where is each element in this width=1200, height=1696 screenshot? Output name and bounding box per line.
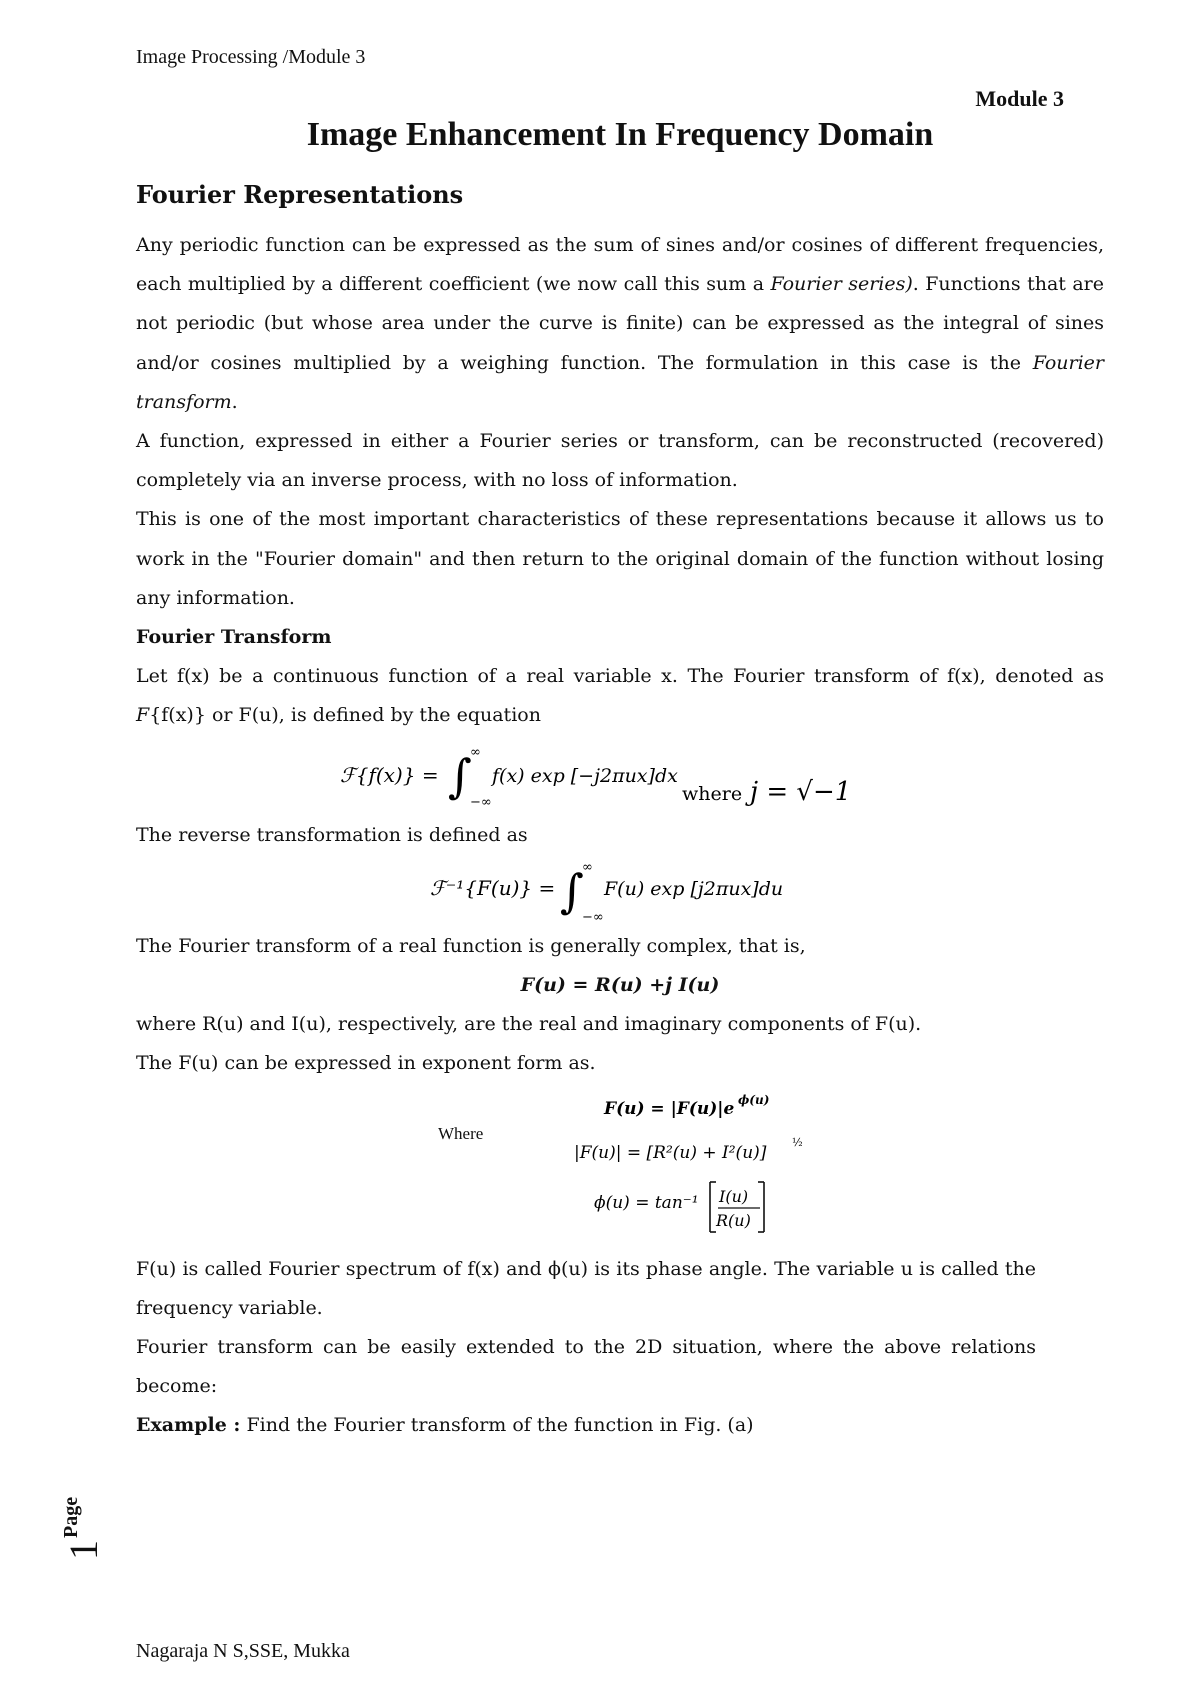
lower-limit: −∞ [470,794,492,810]
formula-text: |F(u)| = [R²(u) + I²(u)] [574,1142,767,1163]
inverse-transform-formula [430,855,810,927]
paragraph-reconstruction: A function, expressed in either a Fourier series or transform, can be reconstructed (recovered) completely via an inverse process, with no loss of information. [136,430,1104,492]
italic-term: Fourier series) [770,273,913,296]
example-label: Example : [136,1414,241,1437]
document-body [136,226,1104,1446]
formula-numerator: I(u) [719,1186,749,1206]
formula-text: F(u) exp [j2πux]du [604,877,784,900]
page-title: Image Enhancement In Frequency Domain [306,116,934,153]
text-run: . Functions that are not periodic (but whose area under the curve is finite) can be expressed as the integral of sines and/or cosines multiplied by a weighing function. The formulation in this case is the [136,273,1105,374]
formula-text: ℱ⁻¹{F(u)} = [430,875,556,900]
formula-text: F(u) = |F(u)|e [604,1098,735,1119]
formula-text: f(x) exp [−j2πux]dx [492,764,678,787]
spectrum-equations [136,1084,1104,1250]
module-label: Module 3 [975,86,1064,111]
formula-superscript: ϕ(u) [738,1092,770,1107]
paragraph-ft-definition [136,657,1104,735]
text-run: . [231,390,238,413]
inverse-transform-equation [136,855,1104,927]
text-run: {f(x)} or F(u), is defined by the equation [149,704,541,727]
running-header: Image Processing /Module 3 [136,46,366,68]
example-text: Find the Fourier transform of the function in Fig. (a) [240,1414,754,1437]
paragraph-real-imag: where R(u) and I(u), respectively, are the real and imaginary components of F(u). [136,1013,922,1036]
integral-sign: ∫ [560,863,584,918]
paragraph-2d-extension: Fourier transform can be easily extended to the 2D situation, where the above relations become: [136,1336,1036,1398]
paragraph-reverse: The reverse transformation is defined as [136,823,528,846]
where-label: Where [438,1123,484,1143]
spectrum-formulas [574,1086,934,1250]
section-heading: Fourier Representations [136,180,464,209]
upper-limit: ∞ [582,859,593,875]
footer-author: Nagaraja N S,SSE, Mukka [136,1640,350,1662]
page-label: Page [60,1496,82,1538]
subsection-heading: Fourier Transform [136,626,332,649]
paragraph-complex: The Fourier transform of a real function is generally complex, that is, [136,934,806,957]
page-number: 1 [61,1540,106,1560]
formula-text: ℱ{f(x)} = [340,762,439,787]
formula-denominator: R(u) [716,1210,751,1230]
lower-limit: −∞ [582,909,604,925]
paragraph-example [136,1406,1104,1445]
text-run: Any periodic function can be expressed as the sum of sines and/or cosines of different frequencies, each multiplied by a different coefficient (we now call this sum a [136,234,1104,296]
paragraph-importance: This is one of the most important characteristics of these representations because it allows us to work in the "Fourier domain" and then return to the original domain of the function without losing any information. [136,508,1104,609]
formula-superscript: ½ [792,1135,803,1149]
forward-transform-equation [136,736,1104,816]
paragraph-spectrum: F(u) is called Fourier spectrum of f(x) and ϕ(u) is its phase angle. The variable u is called the frequency variable. [136,1257,1036,1319]
where-label: where [682,782,743,805]
integral-sign: ∫ [448,748,472,803]
paragraph-exponent-form: The F(u) can be expressed in exponent form as. [136,1052,596,1075]
paragraph-fourier-intro [136,226,1104,422]
complex-equation: F(u) = R(u) +j I(u) [520,974,720,997]
j-definition: j = √−1 [750,776,852,807]
forward-transform-formula [330,736,910,816]
text-run: Let f(x) be a continuous function of a real variable x. The Fourier transform of f(x), denoted as [136,665,1104,688]
italic-term: Fourier transform [136,351,1104,413]
italic-symbol: F [136,704,150,727]
upper-limit: ∞ [470,744,481,760]
formula-text: ϕ(u) = tan⁻¹ [594,1192,699,1213]
